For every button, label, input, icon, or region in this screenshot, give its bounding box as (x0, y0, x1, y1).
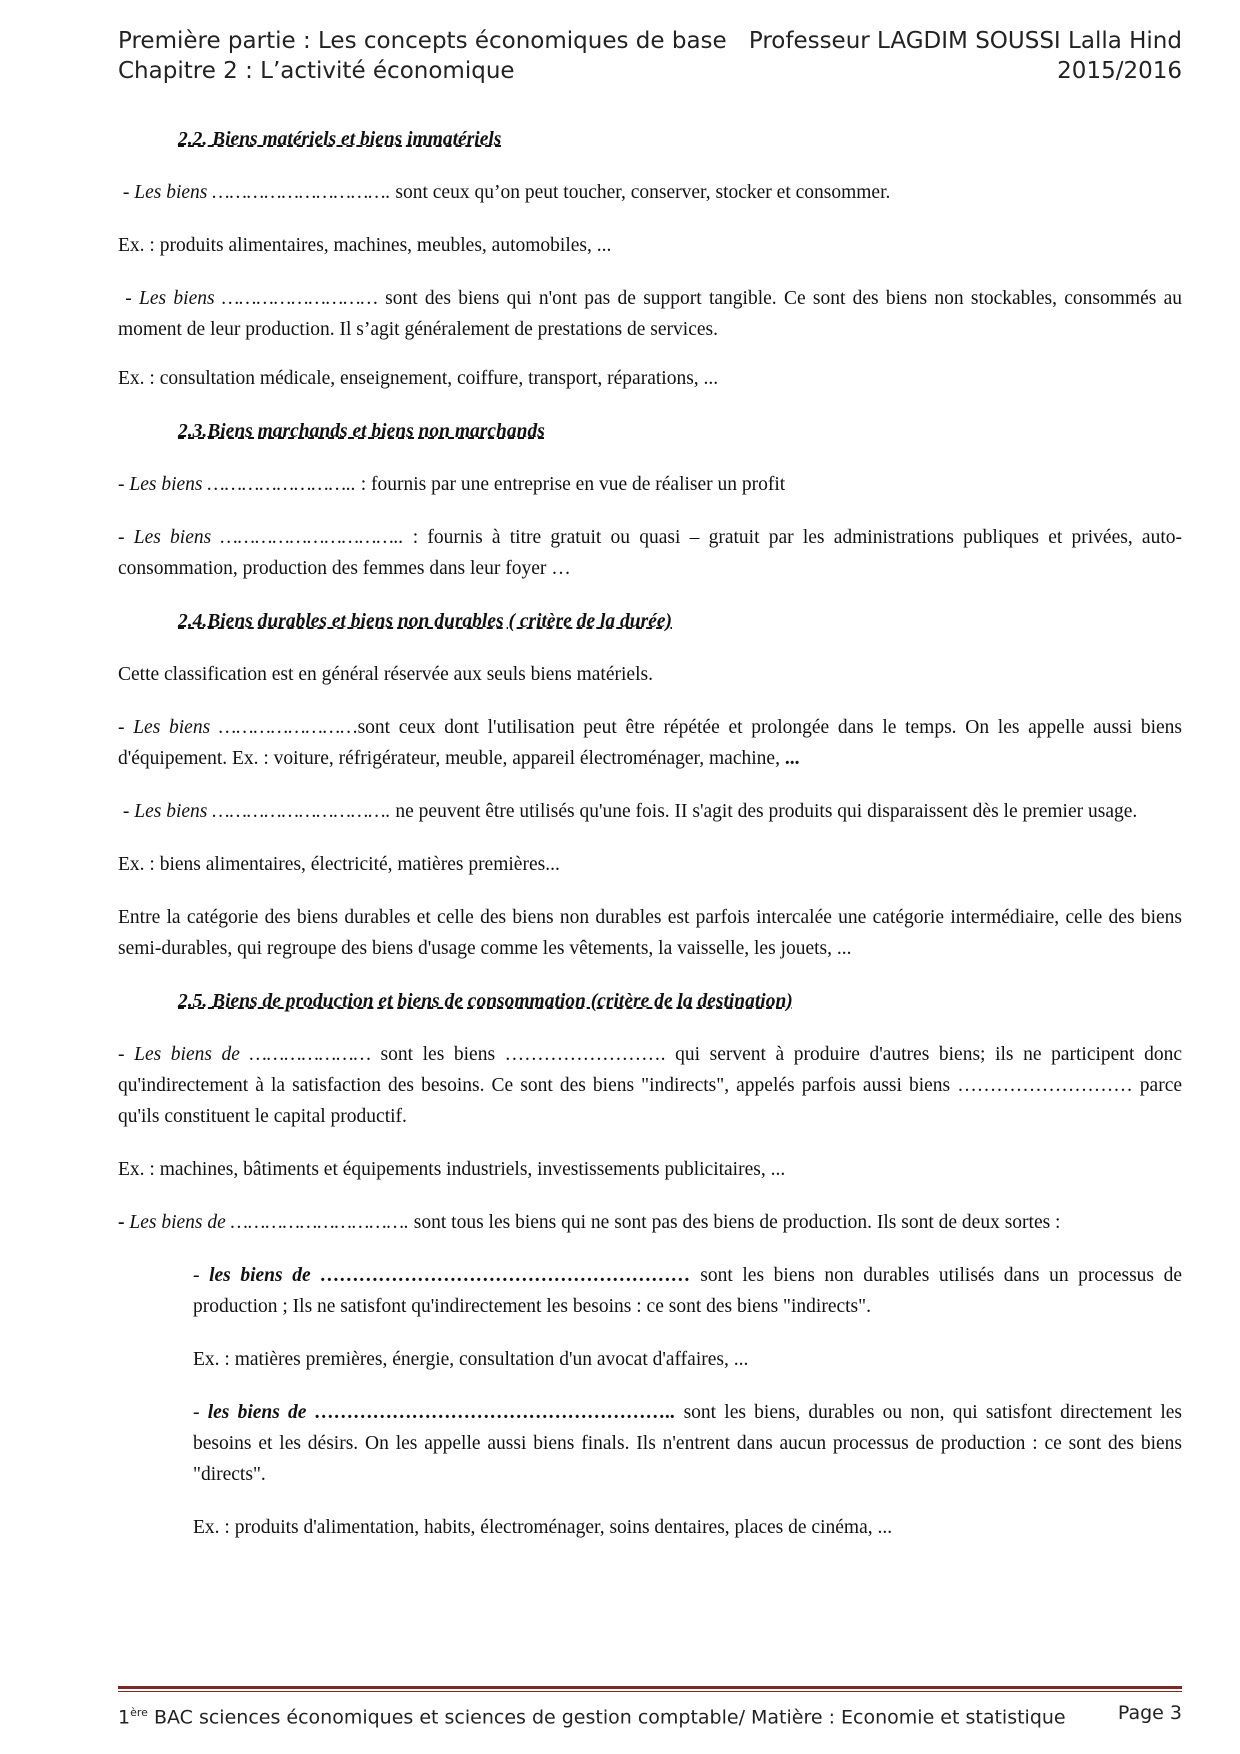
example-biens-de-production: Ex. : machines, bâtiments et équipements industriels, investissements publicitaires, ... (118, 1159, 786, 1180)
sub-paragraph-consommation-intermediaire: - les biens de ………………………………………………… sont les biens non durables utilisés dans un processus de production ; Ils ne satisfont qu'indirectement les besoins : ce sont des biens "indirects". (193, 1265, 1182, 1317)
paragraph-biens-marchands: - Les biens …………………….. : fournis par une entreprise en vue de réaliser un profit (118, 474, 786, 495)
footer-course: 1ère BAC sciences économiques et sciences de gestion comptable/ Matière : Economie et statistique (118, 1706, 1066, 1729)
example-biens-immateriels: Ex. : consultation médicale, enseignement, coiffure, transport, réparations, ... (118, 368, 719, 389)
paragraph-biens-immateriels: - Les biens ……………………… sont des biens qui n'ont pas de support tangible. Ce sont des biens non stockables, consommés au moment de leur production. Il s’agit généralement de prestations de services. (118, 288, 1182, 340)
paragraph-biens-durables: - Les biens ……………………sont ceux dont l'utilisation peut être répétée et prolongée dans le temps. On les appelle aussi biens d'équipement. Ex. : voiture, réfrigérateur, meuble, appareil électroménager, machine, ... (118, 717, 1182, 769)
footer-divider-thin (118, 1691, 1182, 1692)
document-body (118, 124, 1182, 1565)
section-title-2-4: 2.4.Biens durables et biens non durables ( critère de la durée) (178, 611, 673, 632)
paragraph-biens-non-durables: - Les biens …………………………. ne peuvent être utilisés qu'une fois. II s'agit des produits qui disparaissent dès le premier usage. (122, 801, 1138, 822)
intro-classification: Cette classification est en général réservée aux seuls biens matériels. (118, 664, 653, 685)
example-biens-non-durables: Ex. : biens alimentaires, électricité, matières premières... (118, 854, 560, 875)
section-title-2-3: 2.3.Biens marchands et biens non marchands (178, 421, 545, 442)
header-professor: Professeur LAGDIM SOUSSI Lalla Hind (748, 28, 1182, 54)
paragraph-semi-durables: Entre la catégorie des biens durables et celle des biens non durables est parfois intercalée une catégorie intermédiaire, celle des biens semi-durables, qui regroupe des biens d'usage comme les vêtements, la vaisselle, les jouets, ... (118, 907, 1182, 959)
sub-paragraph-consommation-finale: - les biens de ……………………………………………….. sont les biens, durables ou non, qui satisfont directement les besoins et les désirs. On les appelle aussi biens finals. Ils n'entrent dans aucun processus de production : ce sont des biens "directs". (193, 1402, 1182, 1485)
page-number: Page 3 (1117, 1702, 1182, 1724)
sub-list-consommation (193, 1260, 1182, 1543)
header-chapter: Chapitre 2 : L’activité économique (118, 58, 515, 84)
page-footer (118, 1700, 1182, 1730)
sub-example-intermediaire: Ex. : matières premières, énergie, consultation d'un avocat d'affaires, ... (193, 1349, 749, 1370)
section-title-2-2: 2.2. Biens matériels et biens immatériels (178, 129, 502, 150)
page-header (118, 26, 1182, 86)
paragraph-biens-de-consommation: - Les biens de …………………………. sont tous les biens qui ne sont pas des biens de production. Ils sont de deux sortes : (118, 1212, 1061, 1233)
header-year: 2015/2016 (1057, 58, 1182, 84)
paragraph-biens-non-marchands: - Les biens ………………………….. : fournis à titre gratuit ou quasi – gratuit par les administrations publiques et privées, auto- consommation, production des femmes dans leur foyer … (118, 527, 1182, 579)
paragraph-biens-de-production: - Les biens de ………………… sont les biens ……………………. qui servent à produire d'autres biens; ils ne participent donc qu'indirectement à la satisfaction des besoins. Ce sont des biens "indirects", appelés parfois aussi biens ……………………… parce qu'ils constituent le capital productif. (118, 1044, 1182, 1127)
sub-example-finale: Ex. : produits d'alimentation, habits, électroménager, soins dentaires, places de cinéma, ... (193, 1517, 893, 1538)
footer-divider (118, 1686, 1182, 1689)
paragraph-biens-materiels: - Les biens …………………………. sont ceux qu’on peut toucher, conserver, stocker et consommer. (122, 182, 891, 203)
header-part-title: Première partie : Les concepts économiques de base (118, 28, 727, 54)
example-biens-materiels: Ex. : produits alimentaires, machines, meubles, automobiles, ... (118, 235, 612, 256)
section-title-2-5: 2.5. Biens de production et biens de consommation (critère de la destination) (178, 991, 793, 1012)
